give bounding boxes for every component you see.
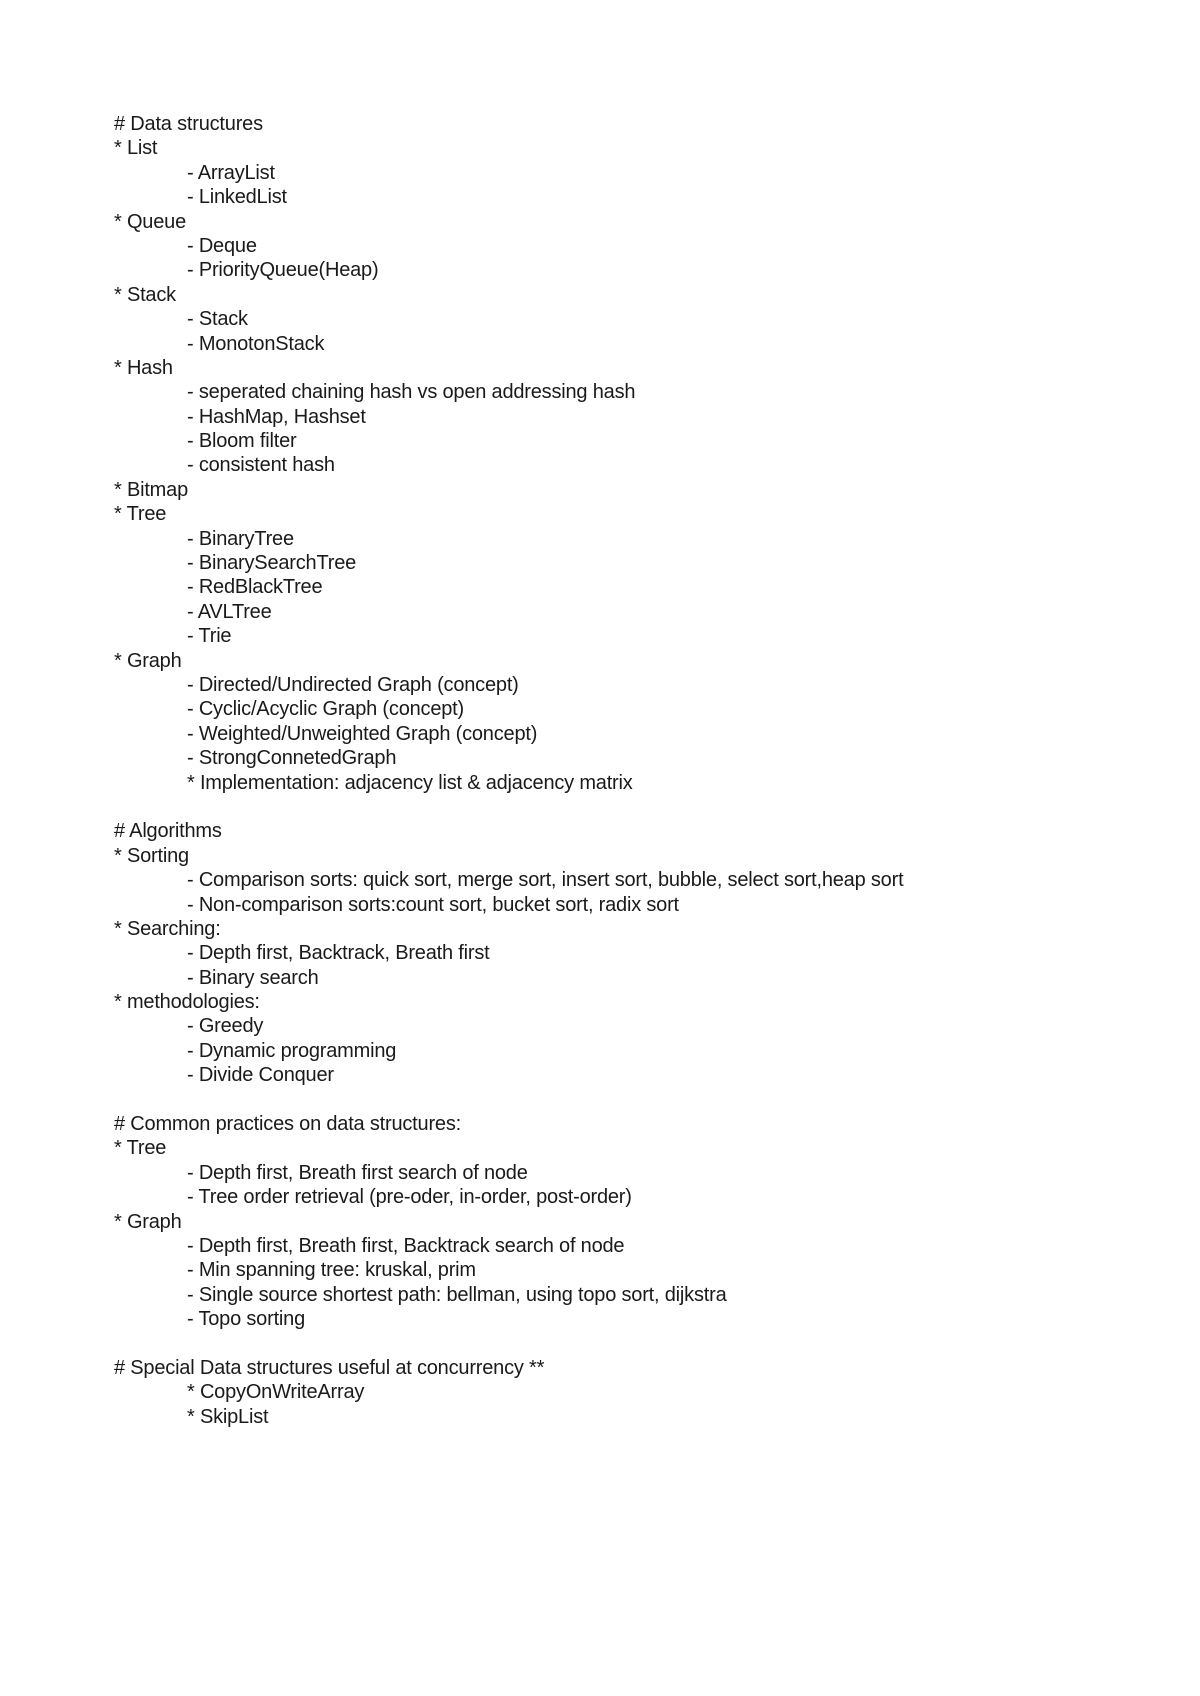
topic-item: * Graph	[114, 1210, 182, 1233]
subtopic-item: - Bloom filter	[187, 430, 297, 453]
subtopic-item: - RedBlackTree	[187, 576, 323, 599]
subtopic-item: - AVLTree	[187, 600, 272, 623]
subtopic-item: - Tree order retrieval (pre-oder, in-order, post-order)	[187, 1186, 632, 1209]
subtopic-item: - Single source shortest path: bellman, using topo sort, dijkstra	[187, 1283, 727, 1306]
section-heading: # Special Data structures useful at concurrency **	[114, 1356, 545, 1379]
section-spacer	[114, 1332, 1114, 1356]
topic-item: * Tree	[114, 503, 167, 526]
subtopic-item: - Depth first, Backtrack, Breath first	[187, 942, 490, 965]
subtopic-item: - ArrayList	[187, 161, 275, 184]
subtopic-item: * Implementation: adjacency list & adjacency matrix	[187, 771, 633, 794]
subtopic-item: - Non-comparison sorts:count sort, bucket sort, radix sort	[187, 893, 679, 916]
topic-item: * methodologies:	[114, 991, 260, 1014]
topic-item: * Tree	[114, 1137, 167, 1160]
subtopic-item: - PriorityQueue(Heap)	[187, 259, 379, 282]
subtopic-item: - seperated chaining hash vs open addressing hash	[187, 381, 636, 404]
document-body	[114, 112, 1114, 1429]
topic-item: * Searching:	[114, 917, 221, 940]
subtopic-item: - Deque	[187, 234, 257, 257]
section-heading: # Data structures	[114, 113, 263, 135]
subtopic-item: - Divide Conquer	[187, 1064, 334, 1087]
topic-item: * Bitmap	[114, 478, 188, 501]
subtopic-item: - Weighted/Unweighted Graph (concept)	[187, 722, 538, 745]
topic-item: * List	[114, 137, 158, 160]
subtopic-item: - BinaryTree	[187, 527, 294, 550]
section-spacer	[114, 795, 1114, 819]
subtopic-item: - MonotonStack	[187, 332, 325, 355]
subtopic-item: - Stack	[187, 308, 248, 331]
topic-item: * Queue	[114, 210, 186, 233]
topic-item: * Sorting	[114, 844, 189, 867]
subtopic-item: - Directed/Undirected Graph (concept)	[187, 673, 519, 696]
subtopic-item: - BinarySearchTree	[187, 552, 357, 575]
subtopic-item: - Comparison sorts: quick sort, merge sort, insert sort, bubble, select sort,heap sort	[187, 869, 904, 892]
section-heading: # Algorithms	[114, 820, 222, 843]
subtopic-item: * CopyOnWriteArray	[187, 1381, 365, 1404]
topic-item: * Hash	[114, 356, 173, 379]
subtopic-item: - Dynamic programming	[187, 1039, 397, 1062]
subtopic-item: - Depth first, Breath first, Backtrack search of node	[187, 1234, 625, 1257]
subtopic-item: - Cyclic/Acyclic Graph (concept)	[187, 698, 464, 721]
section-spacer	[114, 1088, 1114, 1112]
subtopic-item: - Depth first, Breath first search of node	[187, 1161, 528, 1184]
section-heading: # Common practices on data structures:	[114, 1113, 461, 1136]
topic-item: * Graph	[114, 649, 182, 672]
subtopic-item: - Trie	[187, 625, 232, 648]
subtopic-item: - Greedy	[187, 1015, 264, 1038]
topic-item: * Stack	[114, 283, 176, 306]
subtopic-item: * SkipList	[187, 1405, 269, 1428]
subtopic-item: - Min spanning tree: kruskal, prim	[187, 1259, 476, 1282]
subtopic-item: - Topo sorting	[187, 1308, 306, 1331]
subtopic-item: - HashMap, Hashset	[187, 405, 366, 428]
subtopic-item: - StrongConnetedGraph	[187, 747, 397, 770]
subtopic-item: - Binary search	[187, 966, 319, 989]
subtopic-item: - LinkedList	[187, 186, 287, 209]
subtopic-item: - consistent hash	[187, 454, 335, 477]
